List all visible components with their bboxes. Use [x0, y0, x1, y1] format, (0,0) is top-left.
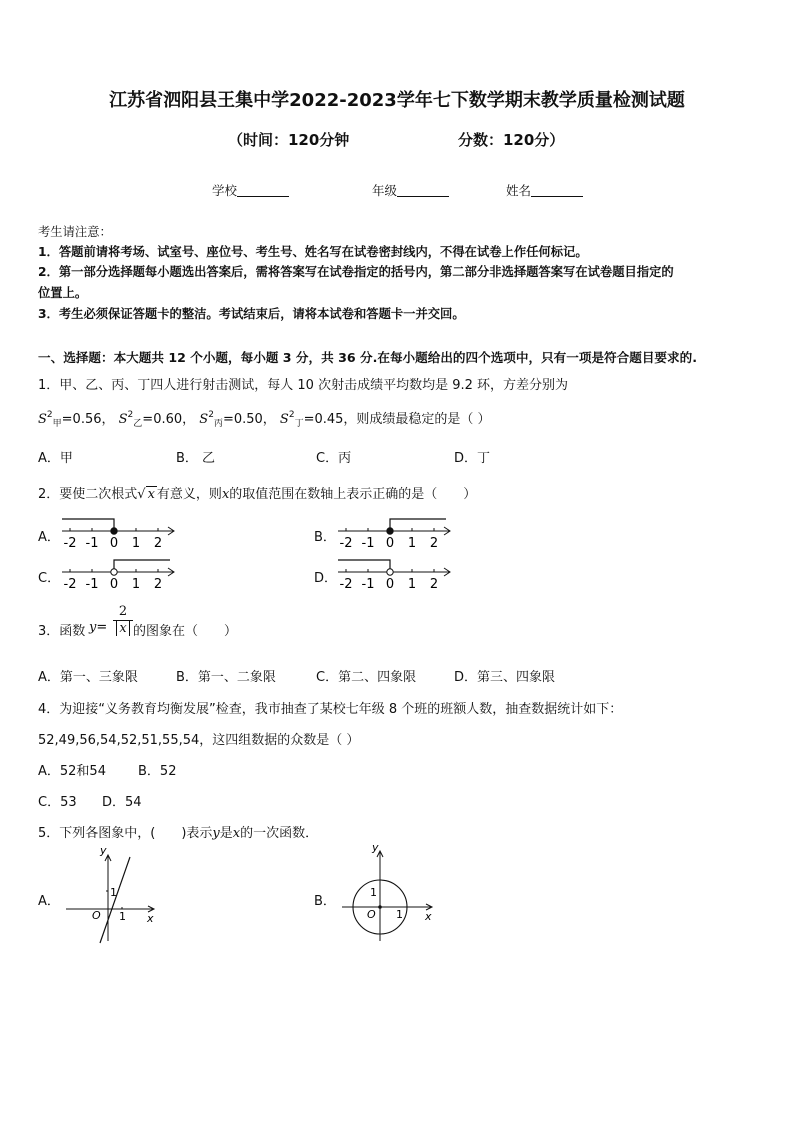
tick-label: 0	[385, 577, 395, 591]
school-label: 学校	[212, 183, 238, 198]
exam-title: 江苏省泗阳县王集中学2022-2023学年七下数学期末教学质量检测试题	[109, 90, 685, 111]
tick-label: 1	[370, 886, 377, 899]
x-axis-label: x	[425, 910, 432, 923]
q2-option-a[interactable]: A．	[38, 530, 60, 545]
tick-label: 0	[385, 536, 395, 550]
q4-stem: 4．为迎接“义务教育均衡发展”检查，我市抽查了某校七年级 8 个班的班额人数，抽查数据统计如下：	[38, 702, 623, 717]
q5-stem: 5．下列各图象中，( )表示y是x的一次函数．	[38, 826, 319, 841]
tick-label: 1	[110, 886, 117, 899]
q2-number-line-c	[58, 555, 180, 591]
time-label: （时间：120分钟	[228, 131, 350, 149]
note-3: 3．考生必须保证答题卡的整洁。考试结束后，请将本试卷和答题卡一并交回。	[38, 307, 465, 321]
q5-option-a[interactable]: A．	[38, 894, 60, 909]
q4-option-b[interactable]: B．52	[138, 764, 177, 779]
q3-option-b[interactable]: B．第一、二象限	[176, 670, 276, 685]
q3-denominator: x	[116, 621, 129, 636]
tick-label: 1	[131, 577, 141, 591]
tick-label: 2	[153, 536, 163, 550]
q5-graph-a-line	[100, 857, 130, 943]
q1-option-b[interactable]: B． 乙	[176, 451, 216, 466]
q2-stem: 2．要使二次根式√ x 有意义，则x的取值范围在数轴上表示正确的是（ ）	[38, 487, 477, 502]
q2-option-c[interactable]: C．	[38, 571, 61, 586]
q1-variances: $S^2_甲=0.56$， $S^2_乙=0.60$， $S^2_丙=0.50$， $S^2_丁=0.45$，则成绩最稳定的是（ ）	[38, 410, 491, 429]
q4-option-c[interactable]: C．53	[38, 795, 77, 810]
q2-number-line-b	[334, 514, 456, 550]
tick-label: 2	[153, 577, 163, 591]
q1-option-a[interactable]: A．甲	[38, 451, 73, 466]
q2-option-d[interactable]: D．	[314, 571, 338, 586]
tick-label: -1	[85, 577, 99, 591]
q3-stem-end: 的图象在（ ）	[133, 624, 238, 639]
origin-label: O	[92, 909, 101, 922]
tick-label: 1	[396, 908, 403, 921]
y-axis-label: y	[100, 845, 107, 857]
tick-label: -1	[361, 536, 375, 550]
tick-label: 1	[407, 536, 417, 550]
origin-label: O	[367, 908, 376, 921]
name-field[interactable]	[506, 181, 583, 199]
q2-number-line-a	[58, 514, 180, 550]
q3-option-c[interactable]: C．第二、四象限	[316, 670, 417, 685]
q3-option-a[interactable]: A．第一、三象限	[38, 670, 138, 685]
q5-graph-a	[60, 845, 160, 945]
tick-label: -2	[339, 577, 353, 591]
q1-option-d[interactable]: D．丁	[454, 451, 491, 466]
tick-label: 0	[109, 577, 119, 591]
tick-label: 2	[429, 536, 439, 550]
tick-label: -2	[339, 536, 353, 550]
q1-stem: 1．甲、乙、丙、丁四人进行射击测试，每人 10 次射击成绩平均数均是 9.2 环，方差分别为	[38, 378, 569, 393]
name-label: 姓名	[506, 183, 532, 198]
y-axis-label: y	[372, 845, 379, 854]
tick-label: -2	[63, 536, 77, 550]
tick-label: -1	[361, 577, 375, 591]
tick-label: 1	[407, 577, 417, 591]
q5-graph-b	[336, 845, 436, 945]
tick-label: -2	[63, 577, 77, 591]
grade-label: 年级	[372, 183, 398, 198]
tick-label: 1	[131, 536, 141, 550]
q4-data: 52,49,56,54,52,51,55,54，这四组数据的众数是（ ）	[38, 733, 360, 748]
name-blank[interactable]	[531, 184, 583, 197]
q3-numerator: 2	[118, 604, 128, 619]
note-1: 1．答题前请将考场、试室号、座位号、考生号、姓名写在试卷密封线内，不得在试卷上作任何标记。	[38, 245, 588, 259]
q3-option-d[interactable]: D．第三、四象限	[454, 670, 556, 685]
grade-field[interactable]	[372, 181, 449, 199]
q2-option-b[interactable]: B．	[314, 530, 336, 545]
q3-stem-start: 3．函数	[38, 624, 86, 639]
tick-label: -1	[85, 536, 99, 550]
tick-label: 2	[429, 577, 439, 591]
tick-label: 0	[109, 536, 119, 550]
grade-blank[interactable]	[397, 184, 449, 197]
tick-label: 1	[119, 910, 126, 923]
section-heading: 一、选择题：本大题共 12 个小题，每小题 3 分，共 36 分.在每小题给出的四个选项中，只有一项是符合题目要求的.	[38, 350, 698, 365]
q3-fraction	[113, 604, 133, 636]
q1-option-c[interactable]: C．丙	[316, 451, 352, 466]
x-axis-label: x	[147, 912, 154, 925]
school-field[interactable]	[212, 181, 289, 199]
note-2a: 2．第一部分选择题每小题选出答案后，需将答案写在试卷指定的括号内，第二部分非选择题答案写在试卷题目指定的	[38, 265, 674, 279]
q4-option-a[interactable]: A．52和54	[38, 764, 106, 779]
q4-option-d[interactable]: D．54	[102, 795, 142, 810]
school-blank[interactable]	[237, 184, 289, 197]
q3-function-lhs: y=	[89, 620, 108, 635]
note-2b: 位置上。	[38, 286, 88, 300]
score-label: 分数：120分）	[458, 131, 565, 149]
q5-option-b[interactable]: B．	[314, 894, 336, 909]
q2-number-line-d	[334, 555, 456, 591]
notes-heading: 考生请注意：	[38, 225, 112, 239]
